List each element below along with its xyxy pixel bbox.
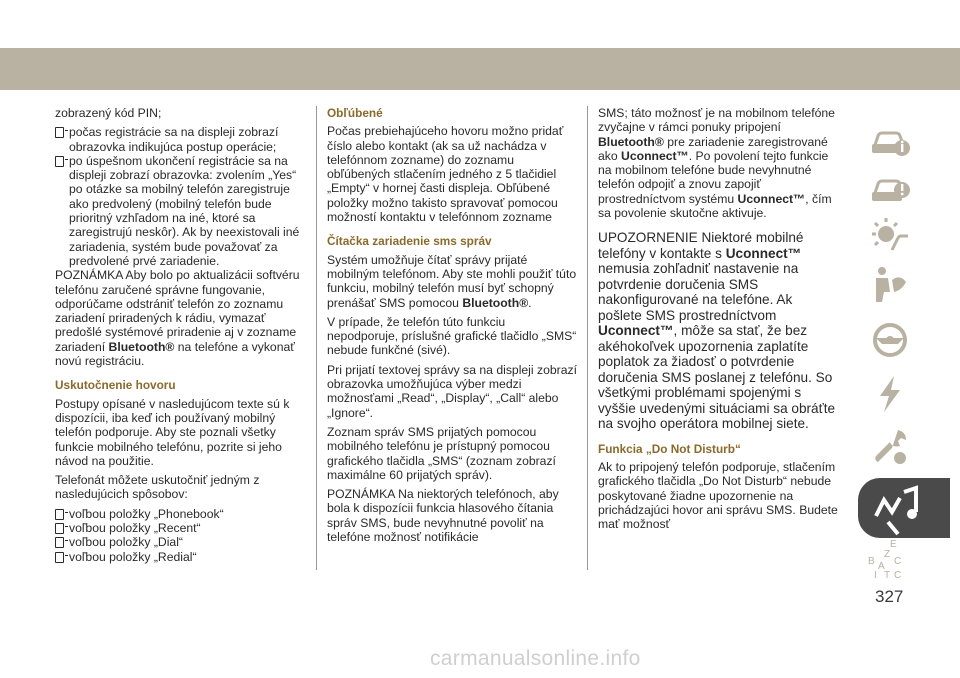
column-divider [587,106,588,570]
column-divider [316,106,317,570]
bullet-text: počas registrácie sa na displeji zobrazí obrazovka indikujúca postup operácie; [69,125,279,154]
paragraph: Postupy opísané v nasledujúcom texte sú k dispozícii, iba keď ich používaný mobilný telefón podporuje. Aby ste poznali všetky funkcie mobilného telefónu, pozrite si jeho návod na použitie. [55,396,290,468]
paragraph-text: . [528,295,532,310]
svg-text:B: B [868,556,875,567]
paragraph [598,106,838,220]
bullet-icon [55,552,64,563]
svg-text:T: T [884,570,891,580]
paragraph-text: , čím sa povolenie skutočne aktivuje. [598,191,832,221]
page-number: 327 [875,587,904,606]
watermark: carmanualsonline.info [430,647,641,670]
svg-text:Z: Z [884,549,891,560]
bluetooth-brand: Bluetooth® [598,134,664,149]
index-icon[interactable] [864,536,908,580]
svg-text:C: C [894,556,902,567]
paragraph: Telefonát môžete uskutočniť jedným z nasledujúcich spôsobov: [55,473,260,502]
bluetooth-brand: Bluetooth® [108,339,175,354]
bullet-text: po úspešnom ukončení registrácie sa na displeji zobrazí obrazovka: zvolením „Yes“ po otázke sa mobilný telefón zaregistruje ako predvolený (mobilný telefón bude prioritný vzhľadom na iné, ktoré sa zaregistrujú neskôr). Ak by neexistovali iné zariadenia, systém bude považovať za predvolené prvé zariadenie. [69,153,300,268]
bullet-item [55,507,300,521]
text-column-1 [55,106,300,564]
warning-text: , môže sa stať, že bez akéhokoľvek upozornenia zaplatíte poplatok za žiadosť o potvrdenie doručenia SMS poslanej z telefónu. So všetkými problémami spojenými s vyššie uvedenými situáciami sa obráťte na svojho operátora mobilnej siete. [598,323,836,432]
wrench-icon[interactable] [868,424,912,468]
uconnect-brand: Uconnect™ [737,191,806,206]
warning-light-icon[interactable] [868,214,912,258]
text-column-2 [327,106,577,549]
bullet-item [55,550,300,564]
multimedia-icon [858,478,950,538]
bullet-text: voľbou položky „Redial“ [69,549,197,564]
bullet-item [55,125,300,154]
note-text: na telefóne a vykonať novú registráciu. [55,339,295,369]
section-heading: Obľúbené [327,106,383,120]
paragraph: zobrazený kód PIN; [55,106,162,120]
paragraph-text: . Po povolení tejto funkcie na mobilnom telefóne bude nevyhnutné telefón odpojiť a znovu zapojiť prostredníctvom systému [598,148,829,206]
active-chapter-tab[interactable] [858,478,950,538]
bullet-icon [55,509,64,520]
section-heading: Uskutočnenie hovoru [55,378,176,393]
bullet-item [55,535,300,549]
note-text: POZNÁMKA Aby bolo po aktualizácii softvéru telefónu zaručené správne fungovanie, odporúčame odstrániť telefón zo zoznamu zariadení priradených k rádiu, vymazať predošlé systémové priradenie aj v zozname zariadení [55,268,300,354]
bullet-icon [55,523,64,534]
paragraph-text: Systém umožňuje čítať správy prijaté mobilným telefónom. Aby ste mohli použiť túto funkciu, mobilný telefón musí byť schopný prenášať SMS pomocou [327,252,577,310]
paragraph [327,253,577,310]
note-paragraph [55,268,300,368]
paragraph: V prípade, že telefón túto funkciu nepodporuje, príslušné grafické tlačidlo „SMS“ nebude funkčné (sivé). [327,314,577,358]
bullet-text: voľbou položky „Recent“ [69,521,201,536]
svg-text:C: C [894,570,902,580]
header-band [0,48,960,90]
bullet-icon [55,537,64,548]
safety-icon[interactable] [868,262,912,306]
car-info-icon[interactable] [868,118,912,162]
uconnect-brand: Uconnect™ [725,245,802,261]
paragraph: Pri prijatí textovej správy sa na displeji zobrazí obrazovka umožňujúca výber medzi možnosťami „Read“, „Display“, „Call“ alebo „Ignore“. [327,362,577,420]
bluetooth-brand: Bluetooth® [462,295,529,310]
note-paragraph: POZNÁMKA Na niektorých telefónoch, aby bola k dispozícii funkcia hlasového čítania správ SMS, bude nevyhnutné povoliť na telefóne možnosť notifikácie [327,487,559,545]
paragraph: Ak to pripojený telefón podporuje, stlačením grafického tlačidla „Do Not Disturb“ nebude poskytované žiadne upozornenie na prichádzajúci hovor ani správu SMS. Budete mať možnosť [598,460,838,532]
section-heading: Funkcia „Do Not Disturb“ [598,441,741,456]
svg-text:I: I [874,570,877,580]
paragraph: Počas prebiehajúceho hovoru možno pridať číslo alebo kontakt (ak sa už nachádza v telefónnom zozname) do zoznamu obľúbených stlačením jedného z 5 tlačidiel „Empty“ v hornej časti displeja. Obľúbené položky možno takisto spravovať pomocou možností kontaktu v telefónnom zozname [327,124,564,225]
bullet-text: voľbou položky „Phonebook“ [69,506,224,521]
bullet-icon [55,156,64,167]
svg-text:A: A [878,561,885,572]
steering-wheel-icon[interactable] [868,318,912,362]
warning-text: nemusia zohľadniť nastavenie na potvrdenie doručenia SMS nakonfigurované na telefóne. Ak pošlete SMS prostredníctvom [598,261,799,323]
bullet-text: voľbou položky „Dial“ [69,535,183,550]
section-heading: Čítačka zariadenie sms správ [327,234,492,249]
car-alert-icon[interactable] [868,166,912,210]
paragraph-text: SMS; táto možnosť je na mobilnom telefóne zvyčajne v rámci ponuky pripojení [598,106,835,135]
text-column-3 [598,106,838,537]
uconnect-brand: Uconnect™ [598,323,674,339]
warning-paragraph [598,230,838,432]
paragraph: Zoznam správ SMS prijatých pomocou mobilného telefónu je prístupný pomocou grafického tlačidla „SMS“ (zoznam zobrazí maximálne 60 prijatých správ). [327,424,556,482]
bullet-item [55,521,300,535]
paragraph-text: pre zariadenie zaregistrované ako [598,134,828,163]
uconnect-brand: Uconnect™ [621,148,689,163]
svg-text:E: E [890,539,897,550]
warning-text: UPOZORNENIE Niektoré mobilné telefóny v kontakte s [598,230,804,261]
lightning-icon[interactable] [868,372,912,416]
bullet-icon [55,127,64,138]
bullet-item [55,154,300,268]
